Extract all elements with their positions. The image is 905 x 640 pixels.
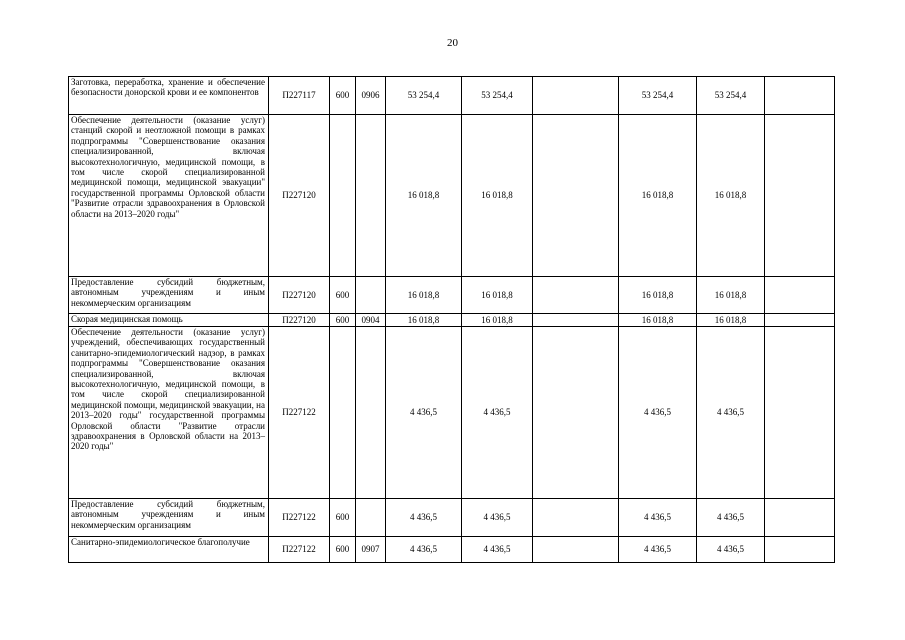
row-csr: П227122 [269, 327, 330, 499]
row-name: Предоставление субсидий бюджетным, автономным учреждениям и иным некоммерческим организациям [69, 277, 269, 314]
row-amount-3 [533, 537, 619, 563]
row-csr: П227120 [269, 277, 330, 314]
row-csr: П227122 [269, 499, 330, 537]
row-amount-4: 4 436,5 [619, 499, 697, 537]
row-vr [330, 115, 356, 277]
row-rz [356, 277, 386, 314]
budget-table [68, 76, 835, 563]
row-csr: П227120 [269, 314, 330, 327]
row-vr: 600 [330, 537, 356, 563]
row-amount-2: 53 254,4 [462, 77, 533, 115]
row-vr: 600 [330, 314, 356, 327]
table-row [69, 499, 835, 537]
row-amount-4: 16 018,8 [619, 314, 697, 327]
row-amount-3 [533, 499, 619, 537]
row-name: Предоставление субсидий бюджетным, автономным учреждениям и иным некоммерческим организациям [69, 499, 269, 537]
row-amount-3 [533, 277, 619, 314]
row-amount-1: 53 254,4 [386, 77, 462, 115]
row-amount-1: 4 436,5 [386, 537, 462, 563]
row-amount-5: 53 254,4 [697, 77, 765, 115]
row-rz: 0906 [356, 77, 386, 115]
row-amount-5: 4 436,5 [697, 537, 765, 563]
row-name: Обеспечение деятельности (оказание услуг) учреждений, обеспечивающих государственный санитарно-эпидемиологический надзор, в рамках подпрограммы "Совершенствование оказания специализированной, включая высокотехнологичную, медицинской помощи, в том числе скорой специализированной медицинской помощи, медицинской эвакуации, на 2013–2020 годы" государственной программы Орловской области "Развитие отрасли здравоохранения в Орловской области на 2013–2020 годы" [69, 327, 269, 499]
row-amount-5: 16 018,8 [697, 277, 765, 314]
row-amount-5: 16 018,8 [697, 314, 765, 327]
row-amount-6 [765, 115, 835, 277]
row-amount-4: 16 018,8 [619, 277, 697, 314]
table-row [69, 327, 835, 499]
row-amount-1: 4 436,5 [386, 327, 462, 499]
row-amount-1: 16 018,8 [386, 115, 462, 277]
row-rz [356, 499, 386, 537]
row-amount-2: 4 436,5 [462, 537, 533, 563]
row-amount-2: 16 018,8 [462, 314, 533, 327]
row-amount-5: 4 436,5 [697, 499, 765, 537]
row-amount-2: 16 018,8 [462, 115, 533, 277]
row-csr: П227120 [269, 115, 330, 277]
row-vr: 600 [330, 77, 356, 115]
table-row [69, 537, 835, 563]
row-amount-3 [533, 77, 619, 115]
row-rz [356, 115, 386, 277]
table-row [69, 277, 835, 314]
row-csr: П227117 [269, 77, 330, 115]
row-amount-1: 16 018,8 [386, 277, 462, 314]
row-amount-4: 4 436,5 [619, 327, 697, 499]
table-row [69, 314, 835, 327]
row-csr: П227122 [269, 537, 330, 563]
row-amount-6 [765, 314, 835, 327]
row-amount-4: 4 436,5 [619, 537, 697, 563]
row-amount-3 [533, 115, 619, 277]
row-name: Заготовка, переработка, хранение и обеспечение безопасности донорской крови и ее компонентов [69, 77, 269, 115]
row-amount-5: 16 018,8 [697, 115, 765, 277]
row-rz: 0907 [356, 537, 386, 563]
row-rz: 0904 [356, 314, 386, 327]
row-vr: 600 [330, 277, 356, 314]
row-amount-6 [765, 499, 835, 537]
row-vr: 600 [330, 499, 356, 537]
row-amount-6 [765, 327, 835, 499]
table-row [69, 115, 835, 277]
row-name: Скорая медицинская помощь [69, 314, 269, 327]
row-amount-6 [765, 277, 835, 314]
row-amount-2: 4 436,5 [462, 499, 533, 537]
page-number: 20 [447, 37, 458, 49]
row-amount-4: 16 018,8 [619, 115, 697, 277]
row-amount-2: 4 436,5 [462, 327, 533, 499]
row-amount-2: 16 018,8 [462, 277, 533, 314]
row-amount-5: 4 436,5 [697, 327, 765, 499]
row-amount-3 [533, 314, 619, 327]
row-amount-6 [765, 77, 835, 115]
row-name: Санитарно-эпидемиологическое благополучие [69, 537, 269, 563]
row-amount-1: 4 436,5 [386, 499, 462, 537]
table-row [69, 77, 835, 115]
row-amount-3 [533, 327, 619, 499]
row-rz [356, 327, 386, 499]
row-name: Обеспечение деятельности (оказание услуг) станций скорой и неотложной помощи в рамках подпрограммы "Совершенствование оказания специализированной, включая высокотехнологичную, медицинской помощи, в том числе скорой специализированной медицинской помощи, медицинской эвакуации" государственной программы Орловской области "Развитие отрасли здравоохранения в Орловской области на 2013–2020 годы" [69, 115, 269, 277]
row-amount-4: 53 254,4 [619, 77, 697, 115]
row-amount-6 [765, 537, 835, 563]
row-amount-1: 16 018,8 [386, 314, 462, 327]
row-vr [330, 327, 356, 499]
